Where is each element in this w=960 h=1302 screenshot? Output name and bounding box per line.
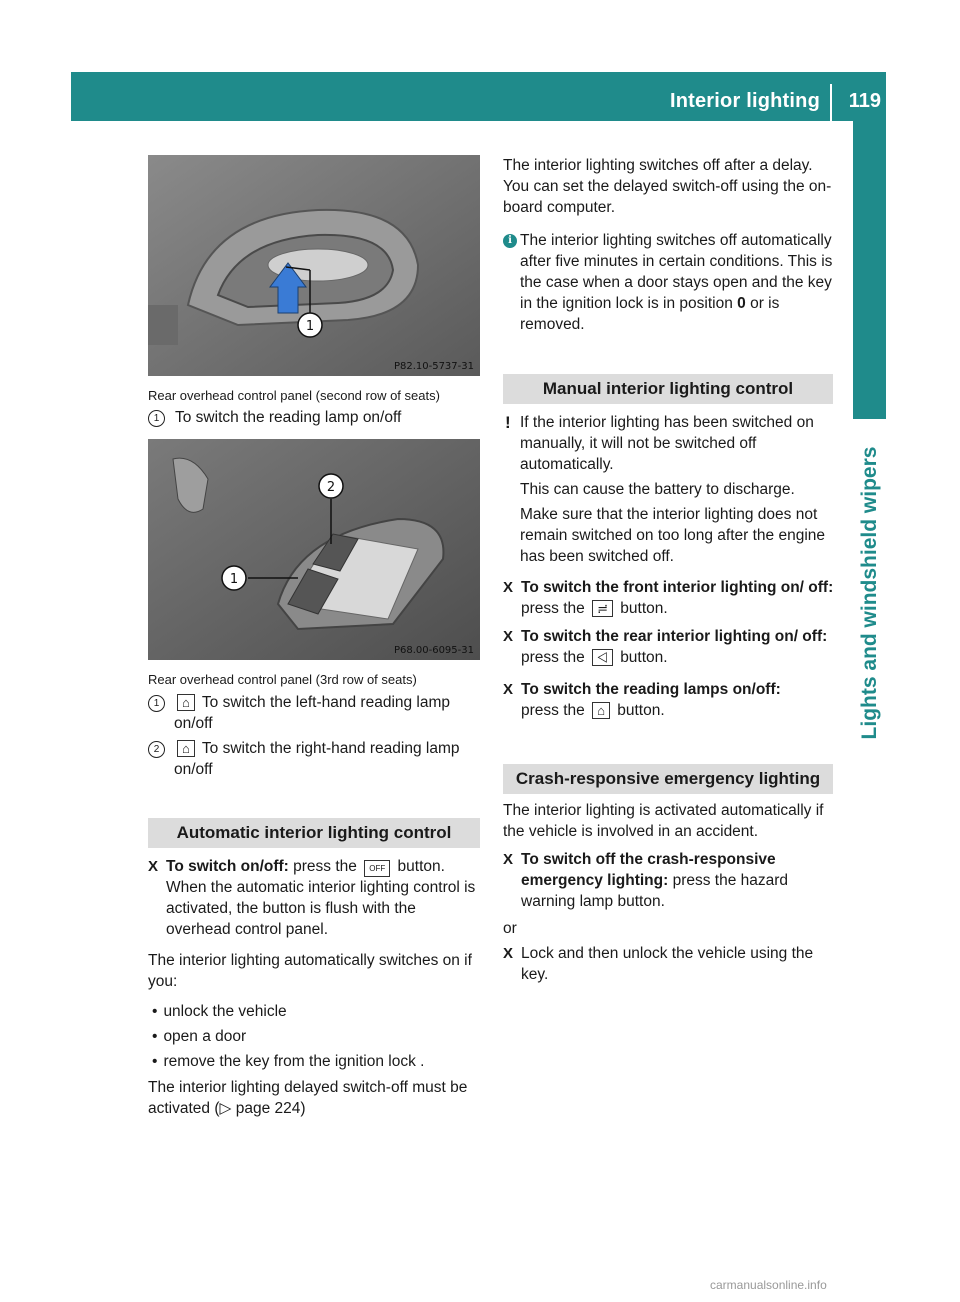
section-title: Interior lighting xyxy=(669,90,820,112)
warning-icon: ! xyxy=(505,413,511,432)
step-auto-switch: X To switch on/off: press the OFF button. When the automatic interior lighting control is activated, the button is flush with the overhead control panel. xyxy=(148,858,476,938)
item-2a: 1 ⌂ To switch the left-hand reading lamp on/off xyxy=(148,692,483,734)
header-divider xyxy=(830,84,832,121)
photo2-callout-1: 1 xyxy=(229,572,239,587)
reading-lamp-icon: ⌂ xyxy=(177,694,195,711)
heading-crash-lighting: Crash-responsive emergency lighting xyxy=(503,764,833,794)
photo2-code: P68.00-6095-31 xyxy=(393,645,474,656)
reading-lamp-icon: ⌂ xyxy=(592,702,610,719)
crash-paragraph: The interior lighting is activated automatically if the vehicle is involved in an accident. xyxy=(503,802,824,840)
warning-note: ! If the interior lighting has been switched on manually, it will not be switched off automatically. This can cause the battery to discharge. Make sure that the interior lighting does not remain switched on too long after the engine has been switched off. xyxy=(505,413,826,565)
photo1-code: P82.10-5737-31 xyxy=(393,361,474,372)
bullet-list xyxy=(148,1001,483,1076)
auto-intro: The interior lighting automatically switches on if you: xyxy=(148,952,472,990)
reading-lamp-icon: ⌂ xyxy=(177,740,195,757)
step-rear-lighting: X To switch the rear interior lighting on/ off: press the ⨞ button. xyxy=(503,628,828,666)
item-2b: 2 ⌂ To switch the right-hand reading lamp on/off xyxy=(148,738,483,780)
list-item: • open a door xyxy=(152,1028,247,1045)
caption-1: Rear overhead control panel (second row of seats) xyxy=(148,388,440,403)
delay-paragraph: The interior lighting switches off after a delay. You can set the delayed switch-off using the on-board computer. xyxy=(503,157,832,216)
page-number: 119 xyxy=(848,90,881,112)
auto-delay-note: The interior lighting delayed switch-off must be activated (▷ page 224) xyxy=(148,1079,468,1117)
photo-illustration xyxy=(148,439,480,660)
list-item: • unlock the vehicle xyxy=(152,1003,287,1020)
or-text: or xyxy=(503,920,517,937)
info-icon: i xyxy=(503,234,517,248)
photo-illustration xyxy=(148,155,480,376)
footer-watermark: carmanualsonline.info xyxy=(710,1278,827,1292)
photo-overhead-panel-third-row xyxy=(148,439,480,660)
heading-manual-lighting: Manual interior lighting control xyxy=(503,374,833,404)
item-1: 1 To switch the reading lamp on/off xyxy=(148,407,483,428)
caption-2: Rear overhead control panel (3rd row of seats) xyxy=(148,672,417,687)
photo1-callout: 1 xyxy=(305,319,315,334)
heading-automatic-lighting: Automatic interior lighting control xyxy=(148,818,480,848)
auto-lighting-icon: OFF xyxy=(364,860,390,877)
step-front-lighting: X To switch the front interior lighting on/ off: press the ≓ button. xyxy=(503,579,834,617)
step-crash-off: X To switch off the crash-responsive emergency lighting: press the hazard warning lamp button. xyxy=(503,851,789,910)
info-note: i The interior lighting switches off automatically after five minutes in certain conditions. This is the case when a door stays open and the key in the ignition lock is in position 0 or is removed. xyxy=(503,230,835,335)
chapter-label: Lights and windshield wipers xyxy=(857,446,881,740)
photo-overhead-panel-second-row xyxy=(148,155,480,376)
step-lock-unlock: X Lock and then unlock the vehicle using the key. xyxy=(503,945,814,983)
chapter-tab xyxy=(853,121,886,419)
front-lighting-icon: ≓ xyxy=(592,600,613,617)
rear-lighting-icon: ⨞ xyxy=(592,649,613,666)
page-header xyxy=(71,72,886,121)
photo2-callout-2: 2 xyxy=(326,480,336,495)
list-item: • remove the key from the ignition lock . xyxy=(152,1053,425,1070)
step-reading-lamps: X To switch the reading lamps on/off: press the ⌂ button. xyxy=(503,681,781,719)
